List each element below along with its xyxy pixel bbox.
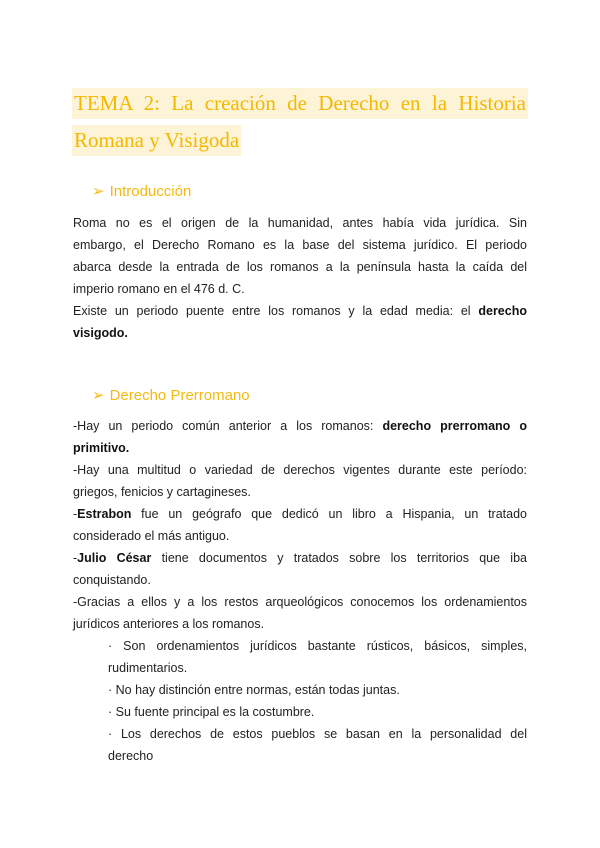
list-item-continuation: rudimentarios. bbox=[108, 661, 188, 675]
intro-paragraph bbox=[73, 212, 527, 344]
text-line: abarca desde la entrada de los romanos a la península hasta la caída del bbox=[73, 260, 527, 274]
text-span: -Hay un periodo común anterior a los romanos: bbox=[73, 419, 383, 433]
bold-term: visigodo. bbox=[73, 326, 128, 340]
text-line: -Gracias a ellos y a los restos arqueológicos conocemos los ordenamientos bbox=[73, 595, 527, 609]
text-line bbox=[73, 547, 527, 569]
list-item: · Los derechos de estos pueblos se basan en la personalidad del bbox=[108, 727, 527, 741]
bullet-list bbox=[73, 635, 527, 767]
text-line: imperio romano en el 476 d. C. bbox=[73, 282, 245, 296]
text-line bbox=[73, 415, 527, 437]
text-line bbox=[73, 322, 527, 344]
page-title bbox=[72, 88, 528, 162]
title-line-1: TEMA 2: La creación de Derecho en la Historia bbox=[72, 88, 528, 119]
section-heading-label: Derecho Prerromano bbox=[109, 387, 250, 404]
arrow-bullet-icon: ➢ bbox=[92, 183, 105, 200]
list-item: · Son ordenamientos jurídicos bastante rústicos, básicos, simples, bbox=[108, 639, 527, 653]
text-line: considerado el más antiguo. bbox=[73, 529, 230, 543]
list-item: · Su fuente principal es la costumbre. bbox=[108, 705, 315, 719]
list-item-continuation: derecho bbox=[108, 749, 154, 763]
bold-term: derecho prerromano o bbox=[382, 419, 527, 433]
arrow-bullet-icon: ➢ bbox=[92, 387, 105, 404]
text-span: - bbox=[73, 551, 78, 565]
text-line: -Hay una multitud o variedad de derechos vigentes durante este período: bbox=[73, 463, 527, 477]
title-line-2: Romana y Visigoda bbox=[72, 125, 241, 156]
section-heading-prerromano bbox=[92, 386, 250, 404]
text-line bbox=[73, 503, 527, 525]
text-span: fue un geógrafo que dedicó un libro a Hispania, un tratado bbox=[131, 507, 527, 521]
text-line: Roma no es el origen de la humanidad, antes había vida jurídica. Sin bbox=[73, 216, 527, 230]
text-span: Existe un periodo puente entre los romanos y la edad media: el bbox=[73, 304, 479, 318]
text-line: embargo, el Derecho Romano es la base del sistema jurídico. El periodo bbox=[73, 238, 527, 252]
text-line: griegos, fenicios y cartagineses. bbox=[73, 485, 251, 499]
bold-term: primitivo. bbox=[73, 441, 130, 455]
section-heading-introduccion bbox=[92, 182, 191, 200]
bold-term: Julio César bbox=[77, 551, 152, 565]
bold-term: derecho bbox=[478, 304, 527, 318]
text-line bbox=[73, 437, 527, 459]
text-line: jurídicos anteriores a los romanos. bbox=[73, 617, 265, 631]
section-heading-label: Introducción bbox=[109, 183, 192, 200]
text-span: - bbox=[73, 507, 78, 521]
text-line bbox=[73, 300, 527, 322]
bold-term: Estrabon bbox=[77, 507, 132, 521]
list-item: · No hay distinción entre normas, están todas juntas. bbox=[108, 683, 400, 697]
prerromano-paragraph bbox=[73, 415, 527, 767]
text-span: tiene documentos y tratados sobre los territorios que iba bbox=[151, 551, 527, 565]
text-line: conquistando. bbox=[73, 573, 151, 587]
